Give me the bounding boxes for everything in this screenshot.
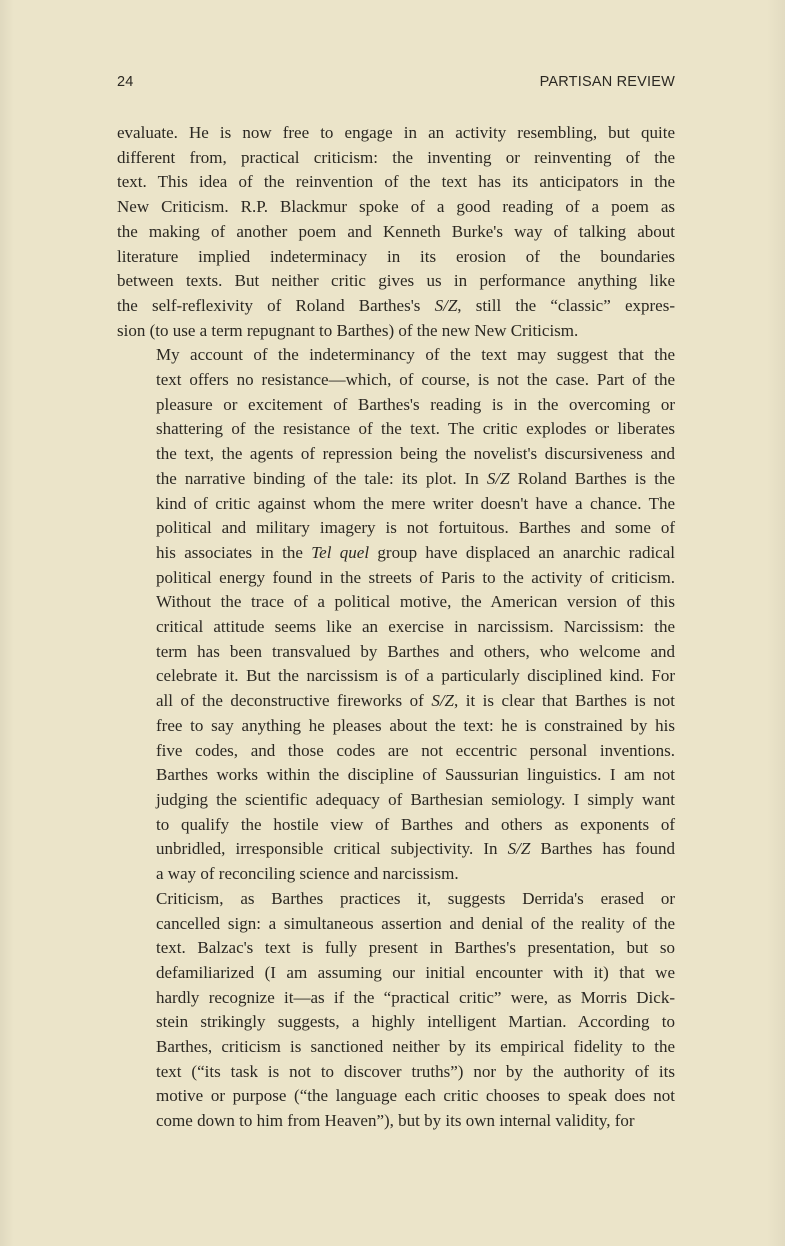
text-line: hardly recognize it—as if the “practical critic” were, as Morris Dick-: [156, 987, 675, 1007]
text-line: evaluate. He is now free to engage in an activity resembling, but quite: [117, 123, 675, 142]
text-line: the narrative binding of the tale: its plot. In S/Z Roland Barthes is the: [156, 468, 675, 488]
text-line: text. Balzac's text is fully present in Barthes's presentation, but so: [156, 938, 675, 958]
text-line: defamiliarized (I am assuming our initial encounter with it) that we: [156, 962, 675, 982]
text-line: stein strikingly suggests, a highly intelligent Martian. According to: [156, 1012, 675, 1032]
text-line: text. This idea of the reinvention of the text has its anticipators in the: [117, 172, 675, 192]
paragraph-3: [117, 887, 675, 1134]
page-number: 24: [117, 74, 134, 90]
running-head: PARTISAN REVIEW: [539, 74, 675, 90]
italic-title: S/Z: [434, 295, 458, 315]
text-line: Criticism, as Barthes practices it, suggests Derrida's erased or: [156, 888, 675, 908]
text-line: critical attitude seems like an exercise in narcissism. Narcissism: the: [156, 617, 675, 637]
text-line: kind of critic against whom the mere writer doesn't have a chance. The: [156, 493, 675, 513]
text-line: the self-reflexivity of Roland Barthes's S/Z, still the “classic” expres-: [117, 295, 675, 315]
italic-title: S/Z: [431, 691, 454, 711]
text-line: text (“its task is not to discover truths”) nor by the authority of its: [156, 1061, 675, 1081]
text-line: shattering of the resistance of the text. The critic explodes or liberates: [156, 419, 675, 439]
text-line: different from, practical criticism: the inventing or reinventing of the: [117, 147, 675, 167]
text-line: judging the scientific adequacy of Barthesian semiology. I simply want: [156, 789, 675, 809]
text-line: come down to him from Heaven”), but by its own internal validity, for: [156, 1111, 635, 1131]
text-line: literature implied indeterminacy in its erosion of the boundaries: [117, 246, 675, 266]
text-line: unbridled, irresponsible critical subjectivity. In S/Z Barthes has found: [156, 839, 675, 859]
text-line: cancelled sign: a simultaneous assertion and denial of the reality of the: [156, 913, 675, 933]
italic-title: S/Z: [486, 468, 510, 488]
text-line: term has been transvalued by Barthes and others, who welcome and: [156, 641, 675, 661]
text-line: between texts. But neither critic gives us in performance anything like: [117, 271, 675, 291]
text-line: the making of another poem and Kenneth Burke's way of talking about: [117, 221, 675, 241]
text-line: political energy found in the streets of Paris to the activity of criticism.: [156, 567, 675, 587]
text-line: his associates in the Tel quel group have displaced an anarchic radical: [156, 542, 675, 562]
text-line: free to say anything he pleases about the text: he is constrained by his: [156, 715, 675, 735]
text-line: the text, the agents of repression being the novelist's discursiveness and: [156, 444, 675, 464]
text-line: to qualify the hostile view of Barthes and others as exponents of: [156, 814, 675, 834]
text-line: celebrate it. But the narcissism is of a particularly disciplined kind. For: [156, 666, 675, 686]
text-line: political and military imagery is not fortuitous. Barthes and some of: [156, 518, 675, 538]
italic-title: S/Z: [507, 839, 531, 859]
text-line: motive or purpose (“the language each critic chooses to speak does not: [156, 1086, 675, 1106]
text-line: pleasure or excitement of Barthes's reading is in the overcoming or: [156, 394, 675, 414]
text-line: all of the deconstructive fireworks of S/Z, it is clear that Barthes is not: [156, 691, 675, 711]
text-line: five codes, and those codes are not eccentric personal inventions.: [156, 740, 675, 760]
paragraph-1: [117, 121, 675, 343]
text-line: text offers no resistance—which, of course, is not the case. Part of the: [156, 370, 675, 390]
text-line: a way of reconciling science and narcissism.: [156, 864, 459, 884]
text-line: My account of the indeterminancy of the text may suggest that the: [156, 345, 675, 365]
text-line: Without the trace of a political motive, the American version of this: [156, 592, 675, 612]
paragraph-2: [117, 343, 675, 886]
text-line: Barthes works within the discipline of Saussurian linguistics. I am not: [156, 765, 675, 785]
italic-title: Tel quel: [311, 542, 370, 562]
text-line: sion (to use a term repugnant to Barthes) of the new New Criticism.: [117, 320, 579, 340]
text-line: New Criticism. R.P. Blackmur spoke of a good reading of a poem as: [117, 197, 675, 217]
text-line: Barthes, criticism is sanctioned neither by its empirical fidelity to the: [156, 1037, 675, 1057]
body-text: [117, 121, 675, 1134]
